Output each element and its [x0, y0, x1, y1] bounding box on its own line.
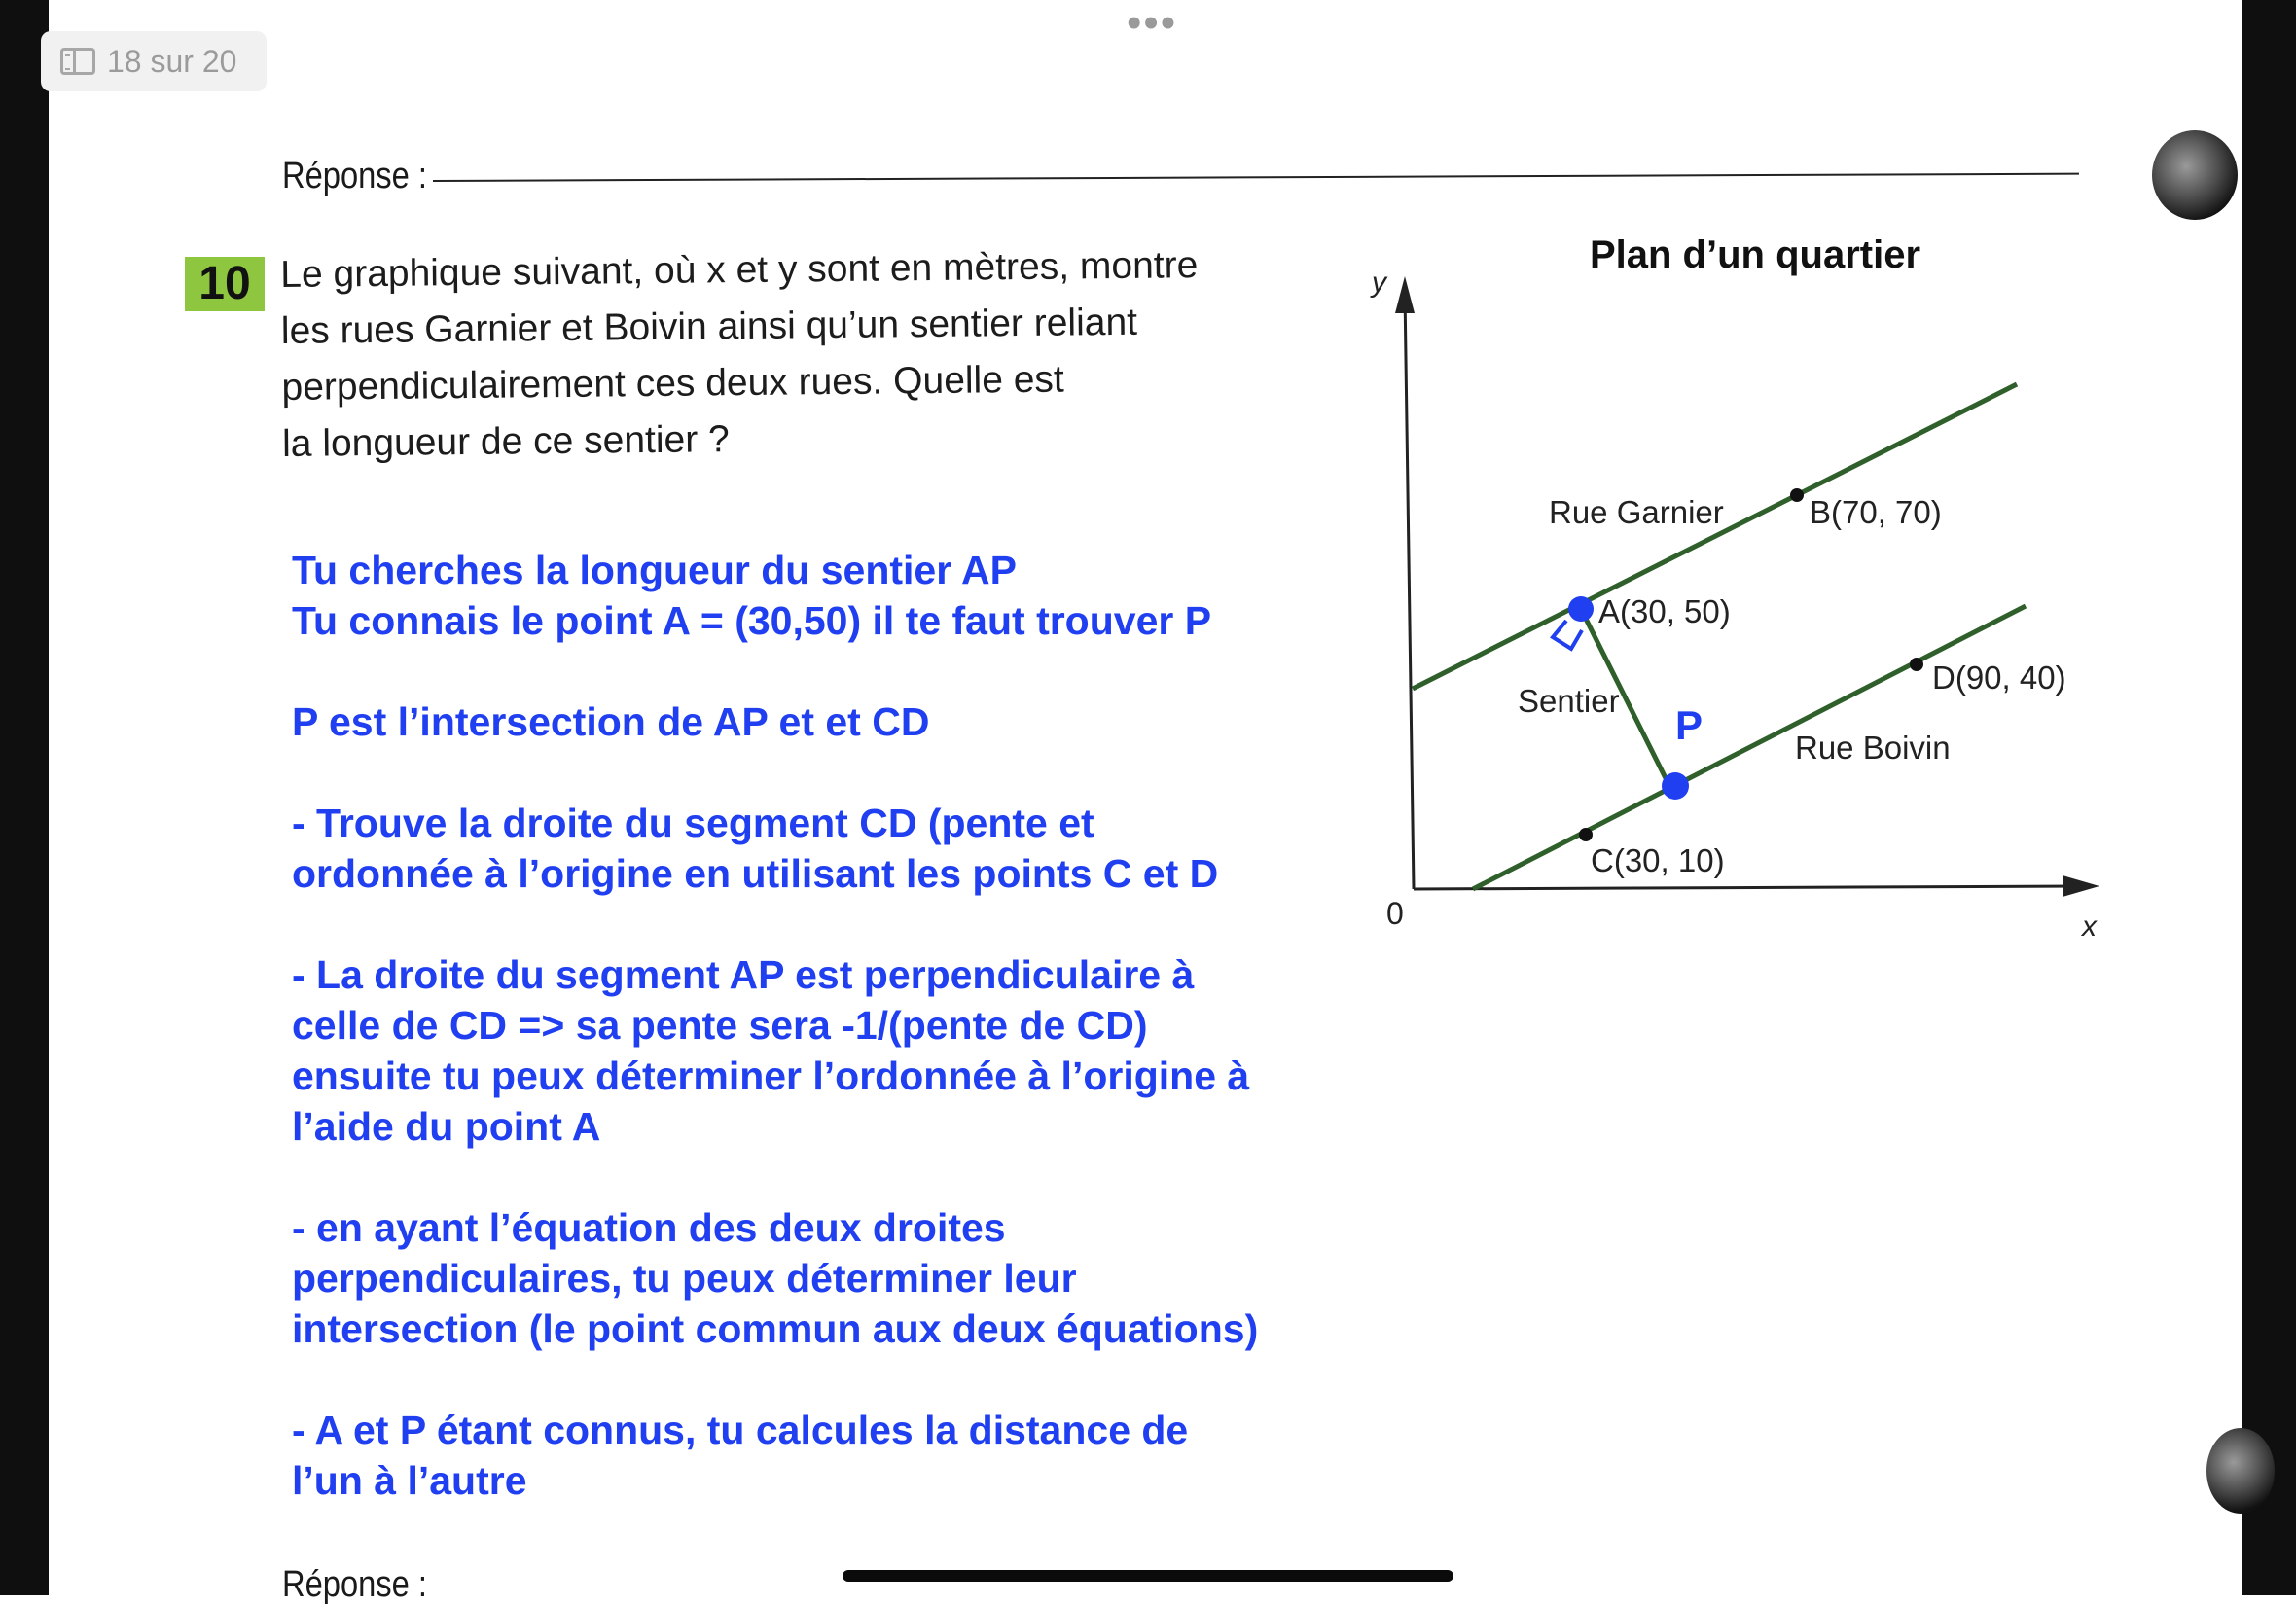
hint-line: perpendiculaires, tu peux déterminer leur [292, 1256, 1077, 1301]
answer-label-bottom: Réponse : [282, 1564, 427, 1605]
hint-line [292, 899, 1362, 949]
origin-label: 0 [1386, 896, 1404, 931]
rue-boivin-label: Rue Boivin [1795, 730, 1951, 766]
point-d-label: D(90, 40) [1932, 660, 2066, 696]
x-axis [1414, 886, 2080, 889]
rue-garnier-label: Rue Garnier [1549, 494, 1724, 530]
page-indicator[interactable] [41, 31, 267, 91]
answer-line-top [433, 173, 2079, 182]
x-axis-arrow [2063, 875, 2099, 897]
question-line: les rues Garnier et Boivin ainsi qu’un sentier reliant [280, 301, 1138, 352]
chart-title: Plan d’un quartier [1589, 233, 1921, 276]
hint-annotation [292, 545, 1362, 1506]
y-axis-arrow [1395, 276, 1415, 313]
sidebar-icon [60, 48, 95, 75]
question-line: la longueur de ce sentier ? [281, 418, 730, 465]
left-border [0, 0, 49, 1595]
hint-line [292, 646, 1362, 696]
binder-ring-top [2152, 130, 2238, 220]
point-p-label: P [1675, 702, 1704, 748]
hint-line: l’aide du point A [292, 1104, 601, 1149]
question-number: 10 [185, 257, 265, 311]
question-line: Le graphique suivant, où x et y sont en mètres, montre [280, 244, 1199, 296]
y-axis-label: y [1372, 267, 1386, 299]
question-text [280, 237, 1255, 473]
right-border [2242, 0, 2296, 1595]
ellipsis-icon[interactable]: ••• [1127, 0, 1178, 47]
rue-garnier-line [1413, 384, 2017, 689]
point-b-dot [1790, 488, 1804, 502]
right-angle-mark [1553, 621, 1582, 649]
hint-line: ensuite tu peux déterminer l’ordonnée à l’origine à [292, 1053, 1250, 1098]
hint-line: P est l’intersection de AP et et CD [292, 699, 930, 744]
point-c-dot [1579, 828, 1593, 841]
hint-line: l’un à l’autre [292, 1458, 527, 1503]
point-c-label: C(30, 10) [1591, 842, 1725, 878]
hint-line [292, 1152, 1362, 1202]
point-a-label: A(30, 50) [1598, 593, 1731, 629]
hint-line: Tu cherches la longueur du sentier AP [292, 548, 1017, 592]
point-p-dot [1662, 772, 1689, 800]
sentier-label: Sentier [1518, 683, 1620, 719]
hint-line: Tu connais le point A = (30,50) il te faut trouver P [292, 598, 1212, 643]
hint-line [292, 1354, 1362, 1405]
home-indicator[interactable] [843, 1570, 1453, 1582]
point-b-label: B(70, 70) [1810, 494, 1942, 530]
hint-line: celle de CD => sa pente sera -1/(pente de CD) [292, 1003, 1148, 1048]
hint-line: - A et P étant connus, tu calcules la distance de [292, 1408, 1189, 1452]
hint-line: intersection (le point commun aux deux équations) [292, 1306, 1259, 1351]
point-d-dot [1910, 658, 1923, 671]
hint-line: - La droite du segment AP est perpendiculaire à [292, 952, 1195, 997]
question-line: perpendiculairement ces deux rues. Quelle est [281, 358, 1064, 409]
point-a-dot [1568, 596, 1594, 622]
hint-line [292, 747, 1362, 798]
hint-line: - Trouve la droite du segment CD (pente et [292, 801, 1094, 845]
hint-line: ordonnée à l’origine en utilisant les points C et D [292, 851, 1219, 896]
x-axis-label: x [2082, 910, 2097, 943]
answer-label-top: Réponse : [282, 156, 427, 196]
hint-line: - en ayant l’équation des deux droites [292, 1205, 1006, 1250]
page-count: 18 sur 20 [107, 43, 237, 79]
binder-ring-bottom [2206, 1428, 2275, 1514]
street-plan-chart [1343, 224, 2140, 963]
y-axis [1405, 292, 1414, 889]
